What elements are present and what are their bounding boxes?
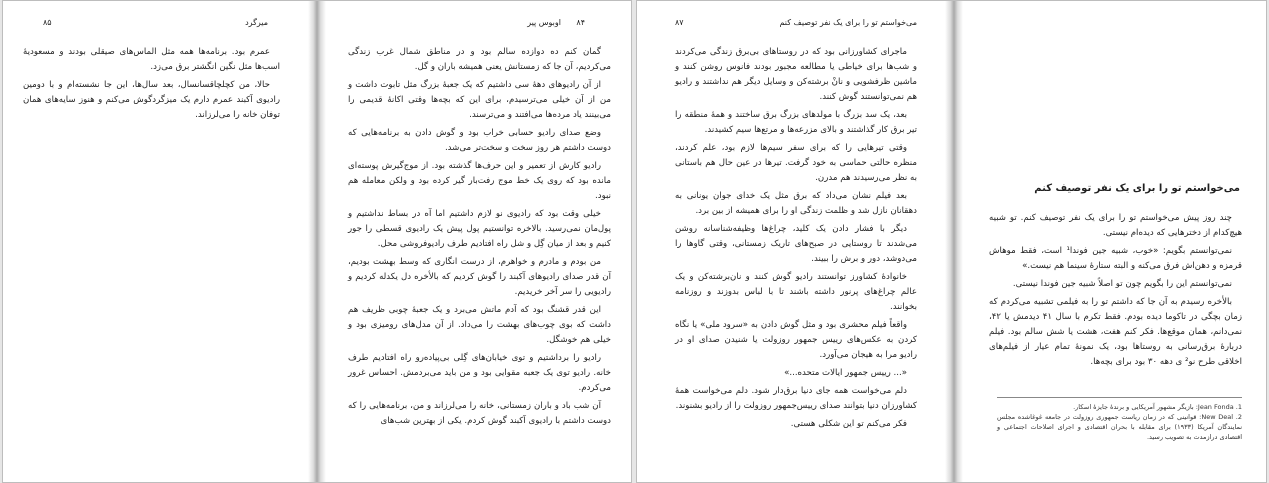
footnotes <box>997 397 1242 442</box>
paragraph: دلم می‌خواست همه جای دنیا برق‌دار شود. دلم می‌خواست همهٔ کشاورزان دنیا بتوانند صدای رییس‌جمهور روزولت را از رادیو بشنوند. <box>675 386 917 411</box>
page-number: ۸۴ <box>576 18 585 27</box>
page-body <box>348 45 611 432</box>
paragraph: از آن رادیوهای دههٔ سی داشتیم که یک جعبهٔ بزرگ مثل تابوت داشت و من از آن خیلی می‌ترسیدم، برای این که بچه‌ها وقتی اکانهٔ قدیمی را می‌بینند یاد مرده‌ها می‌افتند و می‌ترسند. <box>348 80 611 120</box>
paragraph: حالا، من کچلچاقسانسال، بعد سال‌ها، این جا نشسته‌ام و با دومین رادیوی آکبند عمرم دارم یک میزگردگوش می‌کنم و هنوز سایه‌های همان توفان خانه را می‌لرزاند. <box>23 80 280 120</box>
paragraph: گمان کنم ده دوازده سالم بود و در مناطق شمال غرب زندگی می‌کردیم، آن جا که زمستانش یعنی همیشه باران و گل. <box>348 47 611 72</box>
footnote: 1. Jean Fonda: بازیگر مشهور آمریکایی و برندهٔ جایزهٔ اسکار. <box>1073 403 1242 411</box>
paragraph: ماجرای کشاورزانی بود که در روستاهای بی‌برق زندگی می‌کردند و شب‌ها برای خیاطی یا مطالعه مجبور بودند فانوس روشن کنند و ماشین ظرفشویی و نانْ برشته‌کن و وسایل دیگر هم نداشتند و رادیو هم نمی‌توانستند گوش کنند. <box>675 47 917 102</box>
paragraph: بعد، یک سد بزرگ با مولدهای بزرگ برق ساختند و همهٔ منطقه را تیر برق کار گذاشتند و بالای مزرعه‌ها و مرتع‌ها سیم کشیدند. <box>675 110 917 135</box>
page-body <box>23 45 280 126</box>
paragraph: نمی‌توانستم بگویم: «خوب، شبیه جین فوندا¹ است، فقط موهاش قرمزه و دهن‌اش فرق می‌کنه و البته ستارهٔ سینما هم نیست.» <box>989 246 1242 271</box>
paragraph: نمی‌توانستم این را بگویم چون تو اصلاً شبیه جین فوندا نیستی. <box>1012 279 1232 289</box>
page-body <box>675 45 917 435</box>
page-header <box>3 15 308 29</box>
paragraph: این قدر قشنگ بود که آدم ماتش می‌برد و یک جعبهٔ چوبی ظریف هم داشت که بوی چوب‌های بهشت را می‌داد. از آن مدل‌های رومیزی بود و خیلی هم خوشگل. <box>348 305 611 345</box>
running-title: می‌خواستم تو را برای یک نفر توصیف کنم <box>779 18 917 27</box>
paragraph: آن شب باد و باران زمستانی، خانه را می‌لرزاند و من، برنامه‌هایی را که دوست داشتم با رادیوی آکبند گوش کردم. یکی از بهترین شب‌های <box>348 401 611 426</box>
page-84 <box>326 1 632 482</box>
paragraph: بعد فیلم نشان می‌داد که برق مثل یک خدای جوان یونانی به دهقانان نازل شد و ظلمت زندگی او را برای همیشه از بین برد. <box>675 191 917 216</box>
paragraph: من بودم و مادرم و خواهرم، از درست انگاری که وسط بهشت بودیم، آن قدر صدای رادیوهای آکبند را گوش کردیم که بالأخره دل یکدله کردیم و رادیویی را سر آخر خریدیم. <box>348 257 611 297</box>
book-spread-1 <box>2 0 632 483</box>
book-gutter <box>945 1 963 482</box>
paragraph: وقتی تیرهایی را که برای سفر سیم‌ها لازم بود، علم کردند، منظره حالتی حماسی به خود گرفت. تیرها در عین حال هم باستانی به نظر می‌رسیدند هم مدرن. <box>675 143 917 183</box>
page-number: ۸۵ <box>43 18 52 27</box>
page-85 <box>3 1 308 482</box>
paragraph: رادیو را برداشتیم و توی خیابان‌های گِلی بی‌پیاده‌رو راه افتادیم طرف خانه. رادیو توی یک جعبه مقوایی بود و من باید می‌بردمش. احساس غرور می‌کردم. <box>348 353 611 393</box>
paragraph: خانوادهٔ کشاورز توانستند رادیو گوش کنند و نان‌برشته‌کن و یک عالم چراغ‌های پرنور داشته باشند تا با لباس بدوزند و روزنامه بخوانند. <box>675 272 917 312</box>
paragraph: واقعاً فیلم محشری بود و مثل گوش دادن به «سرود ملی» یا نگاه کردن به عکس‌های رییس جمهور روزولت یا شنیدن صدای او در رادیو مرا به هیجان می‌آورد. <box>675 320 917 360</box>
footnote: 2. New Deal: قوانینی که در زمان ریاست جمهوری روزولت در جامعه غوغاشده مجلس نمایندگان آمریکا (۱۹۳۳) برای مقابله با بحران اقتصادی و اجرای اصلاحات اجتماعی و اقتصادی درازمدت به تصویب رسید. <box>997 413 1243 441</box>
book-gutter <box>308 1 326 482</box>
page-86 <box>963 1 1267 482</box>
paragraph: دیگر با فشار دادن یک کلید، چراغ‌ها وظیفه‌شناسانه روشن می‌شدند تا روستایی در صبح‌های تاریک زمستانی، وقتی گاوها را می‌دوشد، دور و برش را ببیند. <box>675 224 917 264</box>
page-number: ۸۷ <box>675 18 684 27</box>
chapter-title: می‌خواستم تو را برای یک نفر توصیف کنم <box>1034 183 1240 194</box>
page-header <box>326 15 632 29</box>
page-87 <box>637 1 945 482</box>
paragraph: فکر می‌کنم تو این شکلی هستی. <box>790 419 907 429</box>
book-spread-2 <box>636 0 1267 483</box>
running-title: میرگرد <box>245 18 268 27</box>
paragraph: خیلی وقت بود که رادیوی نو لازم داشتیم اما آه در بساط نداشتیم و پول‌مان نمی‌رسید. بالاخره توانستیم پول پیش یک رادیوی قسطی را جور کنیم و بعد از میان گِل و شل راه افتادیم طرف رادیوفروشی محل. <box>348 209 611 249</box>
page-header <box>637 15 945 29</box>
running-title: اوبوس پیر <box>527 18 561 27</box>
paragraph: رادیو کارش از تعمیر و این حرف‌ها گذشته بود. از موج‌گیرش پوسته‌ای مانده بود که روی یک خط موج رفت‌بار گیر کرده بود و ولکن معامله هم نبود. <box>348 161 611 201</box>
paragraph: وضع صدای رادیو حسابی خراب بود و گوش دادن به برنامه‌هایی که دوست داشتم هر روز سخت و سخت‌تر می‌شد. <box>348 128 611 153</box>
paragraph: بالأخره رسیدم به آن جا که داشتم تو را به فیلمی تشبیه می‌کردم که زمان بچگی در تاکوما دیده بودم. فقط تکرم با سال ۴۱ دیدمش یا ۴۲، نمی‌دانم، همان موقع‌ها. فکر کنم هفت، هشت یا شش سالم بود. فیلم دربارهٔ برق‌رسانی به روستاها بود، یک نمونهٔ تمام عیار از فیلم‌های اخلاقی طرح نو² ی دهه ۳۰ بود برای بچه‌ها. <box>989 297 1242 367</box>
paragraph: «... رییس جمهور ایالات متحده...» <box>784 368 907 378</box>
page-body <box>989 211 1242 373</box>
paragraph: چند روز پیش می‌خواستم تو را برای یک نفر توصیف کنم. تو شبیه هیچ‌کدام از دخترهایی که دیده‌ام نیستی. <box>989 213 1242 238</box>
paragraph: عمرم بود. برنامه‌ها همه مثل الماس‌های صیقلی بودند و مسعودیهٔ اسب‌ها مثل نگین انگشتر برق می‌زد. <box>23 47 280 72</box>
